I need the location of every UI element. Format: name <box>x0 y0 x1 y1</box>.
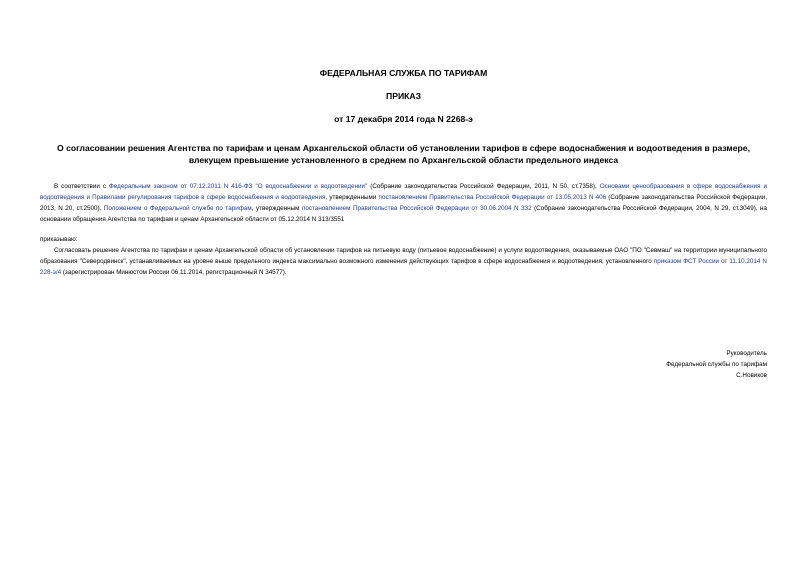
preamble-text: В соответствии с <box>54 183 109 190</box>
signature-block <box>467 348 767 381</box>
document-title-line-2: влекущем превышение установленного в среднем по Архангельской области предельного индекса <box>188 155 619 165</box>
preamble-text: (Собрание законодательства Российской Федерации, 2004, N 29, ст.3049), на основании обращения Агентства по тарифам и ценам Архангельской области от 05.12.2014 N 313/3551 <box>40 205 767 223</box>
resolution-332-link[interactable]: постановлением Правительства Российской Федерации от 30.06.2004 N 332 <box>301 205 532 212</box>
signer-name: С.Новиков <box>736 372 767 379</box>
document-title-line-1: О согласовании решения Агентства по тарифам и ценам Архангельской области об установлении тарифов в сфере водоснабжения и водоотведения в размере, <box>57 143 750 153</box>
document-title <box>40 142 767 166</box>
document-type: ПРИКАЗ <box>386 91 421 101</box>
signer-organization: Федеральной службы по тарифам <box>666 361 767 368</box>
pricing-basics-link[interactable]: Основами ценообразования в сфере водоснабжения и водоотведения и Правилами регулирования тарифов в сфере водоснабжения и водоотведения <box>40 183 768 201</box>
preamble-paragraph <box>40 181 767 225</box>
agency-name: ФЕДЕРАЛЬНАЯ СЛУЖБА ПО ТАРИФАМ <box>319 68 488 78</box>
document-date-number: от 17 декабря 2014 года N 2268-э <box>334 114 473 124</box>
decision-paragraph <box>40 245 767 278</box>
law-416-fz-link[interactable]: Федеральным законом от 07.12.2011 N 416-ФЗ "О водоснабжении и водоотведении" <box>109 183 368 190</box>
fst-regulation-link[interactable]: Положением о Федеральной службе по тарифам <box>103 205 252 212</box>
preamble-text: (Собрание законодательства Российской Федерации, 2013, N 20, ст.2500), <box>40 194 767 212</box>
decision-text: Согласовать решение Агентства по тарифам и ценам Архангельской области об установлении тарифов на питьевую воду (питьевое водоснабжение) и услуги водоотведения, оказываемые ОАО "ПО "Севмаш" на территории муниципального образования "Северодвинск", устанавливаемых на уровне выше предельного индекса максимально возможного изменения действующих тарифов в сфере водоснабжения и водоотведения, установленного <box>40 247 767 265</box>
fst-order-228-link[interactable]: приказом ФСТ России от 11.10.2014 N 228-э/4 <box>40 258 767 276</box>
order-word: приказываю: <box>40 236 78 243</box>
signer-position: Руководитель <box>726 350 767 357</box>
preamble-text: , утвержденным <box>251 205 302 212</box>
decision-text: (зарегистрирован Минюстом России 06.11.2014, регистрационный N 34577). <box>61 269 287 276</box>
preamble-text: , утвержденными <box>325 194 379 201</box>
resolution-406-link[interactable]: постановлением Правительства Российской Федерации от 13.05.2013 N 406 <box>378 194 607 201</box>
preamble-text: (Собрание законодательства Российской Федерации, 2011, N 50, ст.7358), <box>367 183 600 190</box>
